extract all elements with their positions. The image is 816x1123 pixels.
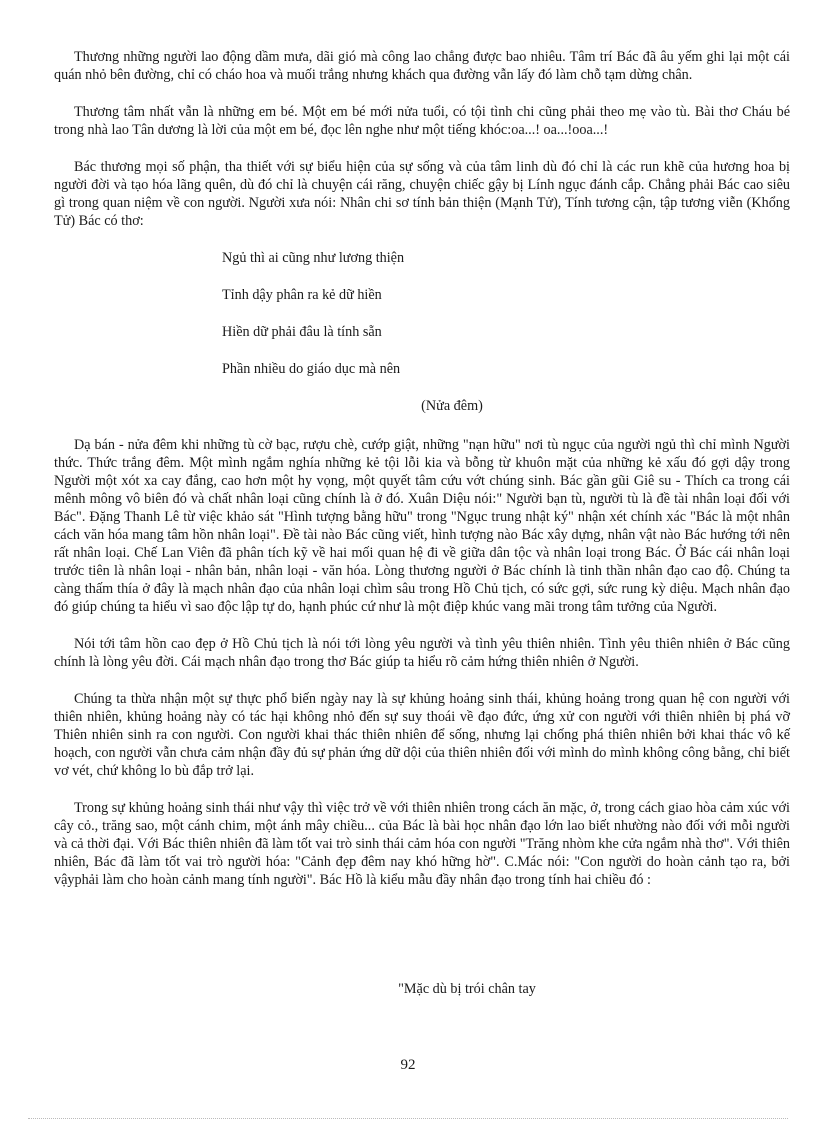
poem-line: Tỉnh dậy phân ra kẻ dữ hiền bbox=[222, 287, 382, 303]
paragraph: Thương những người lao động dầm mưa, dãi gió mà công lao chẳng được bao nhiêu. Tâm trí Bác đã âu yếm ghi lại một cái quán nhỏ bên đường, chỉ có cháo hoa và muối trắng nhưng khách qua đường vẫn lấy đó làm chỗ tạm dừng chân. bbox=[54, 49, 790, 83]
paragraph: Dạ bán - nửa đêm khi những tù cờ bạc, rượu chè, cướp giật, những "nạn hữu" nơi tù ngục của người ngủ thì chỉ mình Người thức. Thức trắng đêm. Một mình ngắm nghía những kẻ tội lỗi kia và bỗng từ khuôn mặt của những kẻ xấu đó gợi dậy trong Người một xót xa cay đắng, cao hơn một hy vọng, một quyết tâm cứu vớt chúng sinh. Bác gần gũi Giê su - Thích ca trong cái mênh mông vô biên đó và chất nhân loại cũng chính là ở đó. Xuân Diệu nói:" Người bạn tù, người tù là đề tài nhân loại đối với Bác". Đặng Thanh Lê từ việc khảo sát "Hình tượng bằng hữu" trong "Ngục trung nhật ký" nhận xét chính xác "Bác là một nhân cách văn hóa mang tâm hồn nhân loại". Đề tài nào Bác cũng viết, hình tượng nào Bác xây dựng, nhân vật nào Bác hướng tới nên rất nhân loại. Chế Lan Viên đã phân tích kỹ về hai mối quan hệ đi về giữa dân tộc và nhân loại trong Bác. Ở Bác cái nhân loại trước tiên là nhân loại - nhân bản, nhân loại - văn hóa. Lòng thương người ở Bác chính là tinh thần nhân đạo cao độ. Chúng ta càng thấm thía ở đây là mạch nhân đạo của nhân loại chìm sâu trong Hồ Chủ tịch, có sức gợi, sức rung kỳ diệu. Mạch nhân đạo đó giúp chúng ta hiểu vì sao độc lập tự do, hạnh phúc cứ như là một điệp khúc vang mãi trong tâm tưởng của Người. bbox=[54, 437, 790, 615]
paragraph: Thương tâm nhất vẫn là những em bé. Một em bé mới nửa tuổi, có tội tình chi cũng phải theo mẹ vào tù. Bài thơ Cháu bé trong nhà lao Tân dương là lời của một em bé, đọc lên nghe như một tiếng khóc:oa...! oa...!ooa...! bbox=[54, 104, 790, 138]
poem-line: Ngủ thì ai cũng như lương thiện bbox=[222, 250, 405, 266]
page-number: 92 bbox=[400, 1057, 416, 1073]
paragraph: Nói tới tâm hồn cao đẹp ở Hồ Chủ tịch là nói tới lòng yêu người và tình yêu thiên nhiên. Tình yêu thiên nhiên ở Bác cũng chính là lòng yêu đời. Cái mạch nhân đạo trong thơ Bác giúp ta hiểu rõ cảm hứng thiên nhiên ở Người. bbox=[54, 636, 790, 670]
footer-divider bbox=[28, 1118, 788, 1119]
quote-first-line: "Mặc dù bị trói chân tay bbox=[398, 981, 536, 997]
paragraph: Chúng ta thừa nhận một sự thực phổ biến ngày nay là sự khủng hoảng sinh thái, khủng hoảng trong quan hệ con người với thiên nhiên, khủng hoảng này có tác hại không nhỏ đến sự suy thoái về đạo đức, ứng xử con người với thiên nhiên bị phá vỡ Thiên nhiên sinh ra con người. Con người khai thác thiên nhiên để sống, nhưng lại chống phá thiên nhiên bởi khai thác vô kế hoạch, con người vẫn chưa cảm nhận đầy đủ sự phản ứng dữ dội của thiên nhiên đối với mình do mình không công bằng, chỉ biết vơ vét, chứ không lo bù đắp trở lại. bbox=[54, 691, 790, 779]
poem-line: Hiền dữ phải đâu là tính sẵn bbox=[222, 324, 382, 340]
poem-line: Phần nhiều do giáo dục mà nên bbox=[222, 361, 401, 377]
paragraph: Bác thương mọi số phận, tha thiết với sự biểu hiện của sự sống và của tâm linh dù đó chỉ là các run khẽ của hương hoa bị người đời và tạo hóa lãng quên, dù đó chỉ là chuyện cái răng, chuyện chiếc gậy bị Lính ngục đánh cắp. Chẳng phải Bác cao siêu gì trong quan niệm về con người. Người xưa nói: Nhân chi sơ tính bản thiện (Mạnh Tử), Tính tương cận, tập tương viễn (Khổng Tử) Bác có thơ: bbox=[54, 159, 790, 229]
poem-block bbox=[222, 249, 790, 378]
body-text bbox=[54, 48, 790, 908]
poem-source: (Nửa đêm) bbox=[421, 398, 483, 414]
paragraph: Trong sự khủng hoảng sinh thái như vậy thì việc trở về với thiên nhiên trong cách ăn mặc, ở, trong cách giao hòa cảm xúc với cây cỏ., trăng sao, một cánh chim, một ánh mây chiều... của Bác là bài học nhân đạo lớn lao biết nhường nào đối với mỗi người và cả thời đại. Với Bác thiên nhiên đã làm tốt vai trò sinh thái cảm hóa con người "Trăng nhòm khe cửa ngắm nhà thơ". Với thiên nhiên, Bác đã làm tốt vai trò người hóa: "Cảnh đẹp đêm nay khó hững hờ". C.Mác nói: "Con người do hoàn cảnh tạo ra, bởi vậyphải làm cho hoàn cảnh mang tính người". Bác Hồ là kiểu mẫu đầy nhân đạo trong tính hai chiều đó : bbox=[54, 800, 791, 888]
